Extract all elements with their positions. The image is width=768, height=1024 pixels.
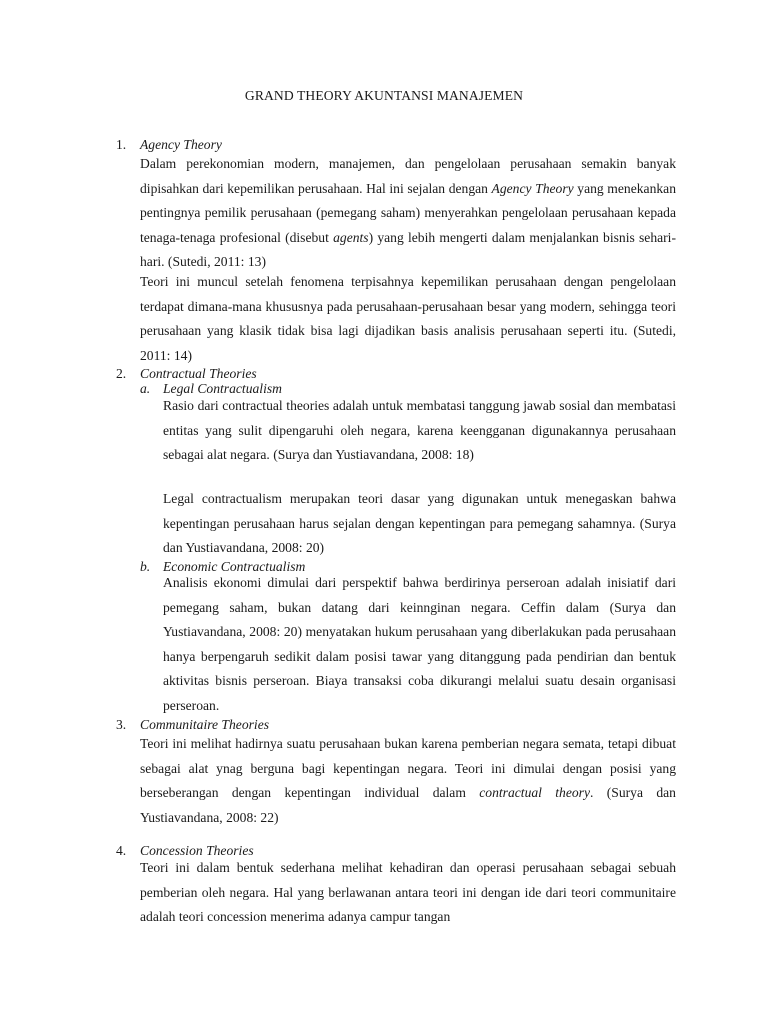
subsection-b-paragraph-1: Analisis ekonomi dimulai dari perspektif bahwa berdirinya perseroan adalah inisiatif dari pemegang saham, bukan datang dari keinnginan negara. Ceffin dalam (Surya dan Yustiavandana, 2008: 20) menyatakan hukum perusahaan yang diberlakukan pada perusahaan hanya berpengaruh sedikit dalam posisi tawar yang ditanggung pada pendirian dan bentuk aktivitas bisnis perseroan. Biaya transaksi coba dikurangi melalui suatu desain organisasi perseroan. bbox=[163, 575, 676, 713]
section-4-paragraph-1: Teori ini dalam bentuk sederhana melihat kehadiran dan operasi perusahaan sebagai sebuah pemberian oleh negara. Hal yang berlawanan antara teori ini dengan ide dari teori communitaire adalah teori concession menerima adanya campur tangan bbox=[140, 860, 676, 924]
section-heading-agency-theory: Agency Theory bbox=[140, 137, 222, 152]
section-number: 2. bbox=[116, 366, 127, 381]
section-heading-communitaire-theories: Communitaire Theories bbox=[140, 717, 270, 732]
section-heading-contractual-theories: Contractual Theories bbox=[140, 366, 257, 381]
section-1-paragraph-2: Teori ini muncul setelah fenomena terpisahnya kepemilikan perusahaan dengan pengelolaan terdapat dimana-mana khususnya pada perusahaan-perusahaan besar yang modern, sehingga teori perusahaan yang klasik tidak bisa lagi dijadikan basis analisis perusahaan seperti itu. (Sutedi, 2011: 14) bbox=[140, 274, 676, 363]
subsection-heading-legal-contractualism: Legal Contractualism bbox=[163, 381, 282, 396]
subsection-letter: a. bbox=[140, 381, 151, 396]
subsection-a-paragraph-1: Rasio dari contractual theories adalah untuk membatasi tanggung jawab sosial dan membatasi entitas yang sulit dipengaruhi oleh negara, karena keengganan digunakannya perusahaan sebagai alat negara. (Surya dan Yustiavandana, 2008: 18) bbox=[163, 398, 676, 462]
section-number: 1. bbox=[116, 137, 127, 152]
section-number: 4. bbox=[116, 843, 127, 858]
subsection-letter: b. bbox=[140, 559, 151, 574]
section-number: 3. bbox=[116, 717, 127, 732]
section-3-paragraph-1: Teori ini melihat hadirnya suatu perusahaan bukan karena pemberian negara semata, tetapi dibuat sebagai alat ynag berguna bagi kepentingan negara. Teori ini dimulai dengan posisi yang berseberangan dengan kepentingan individual dalam contractual theory. (Surya dan Yustiavandana, 2008: 22) bbox=[140, 736, 676, 825]
section-heading-concession-theories: Concession Theories bbox=[140, 843, 254, 858]
document-title: GRAND THEORY AKUNTANSI MANAJEMEN bbox=[244, 88, 524, 103]
subsection-heading-economic-contractualism: Economic Contractualism bbox=[163, 559, 306, 574]
section-1-paragraph-1: Dalam perekonomian modern, manajemen, dan pengelolaan perusahaan semakin banyak dipisahkan dari kepemilikan perusahaan. Hal ini sejalan dengan Agency Theory yang menekankan pentingnya pemilik perusahaan (pemegang saham) menyerahkan pengelolaan perusahaan kepada tenaga-tenaga profesional (disebut agents) yang lebih mengerti dalam menjalankan bisnis sehari-hari. (Sutedi, 2011: 13) bbox=[140, 156, 676, 269]
subsection-a-paragraph-2: Legal contractualism merupakan teori dasar yang digunakan untuk menegaskan bahwa kepentingan perusahaan harus sejalan dengan kepentingan para pemegang sahamnya. (Surya dan Yustiavandana, 2008: 20) bbox=[163, 491, 676, 555]
